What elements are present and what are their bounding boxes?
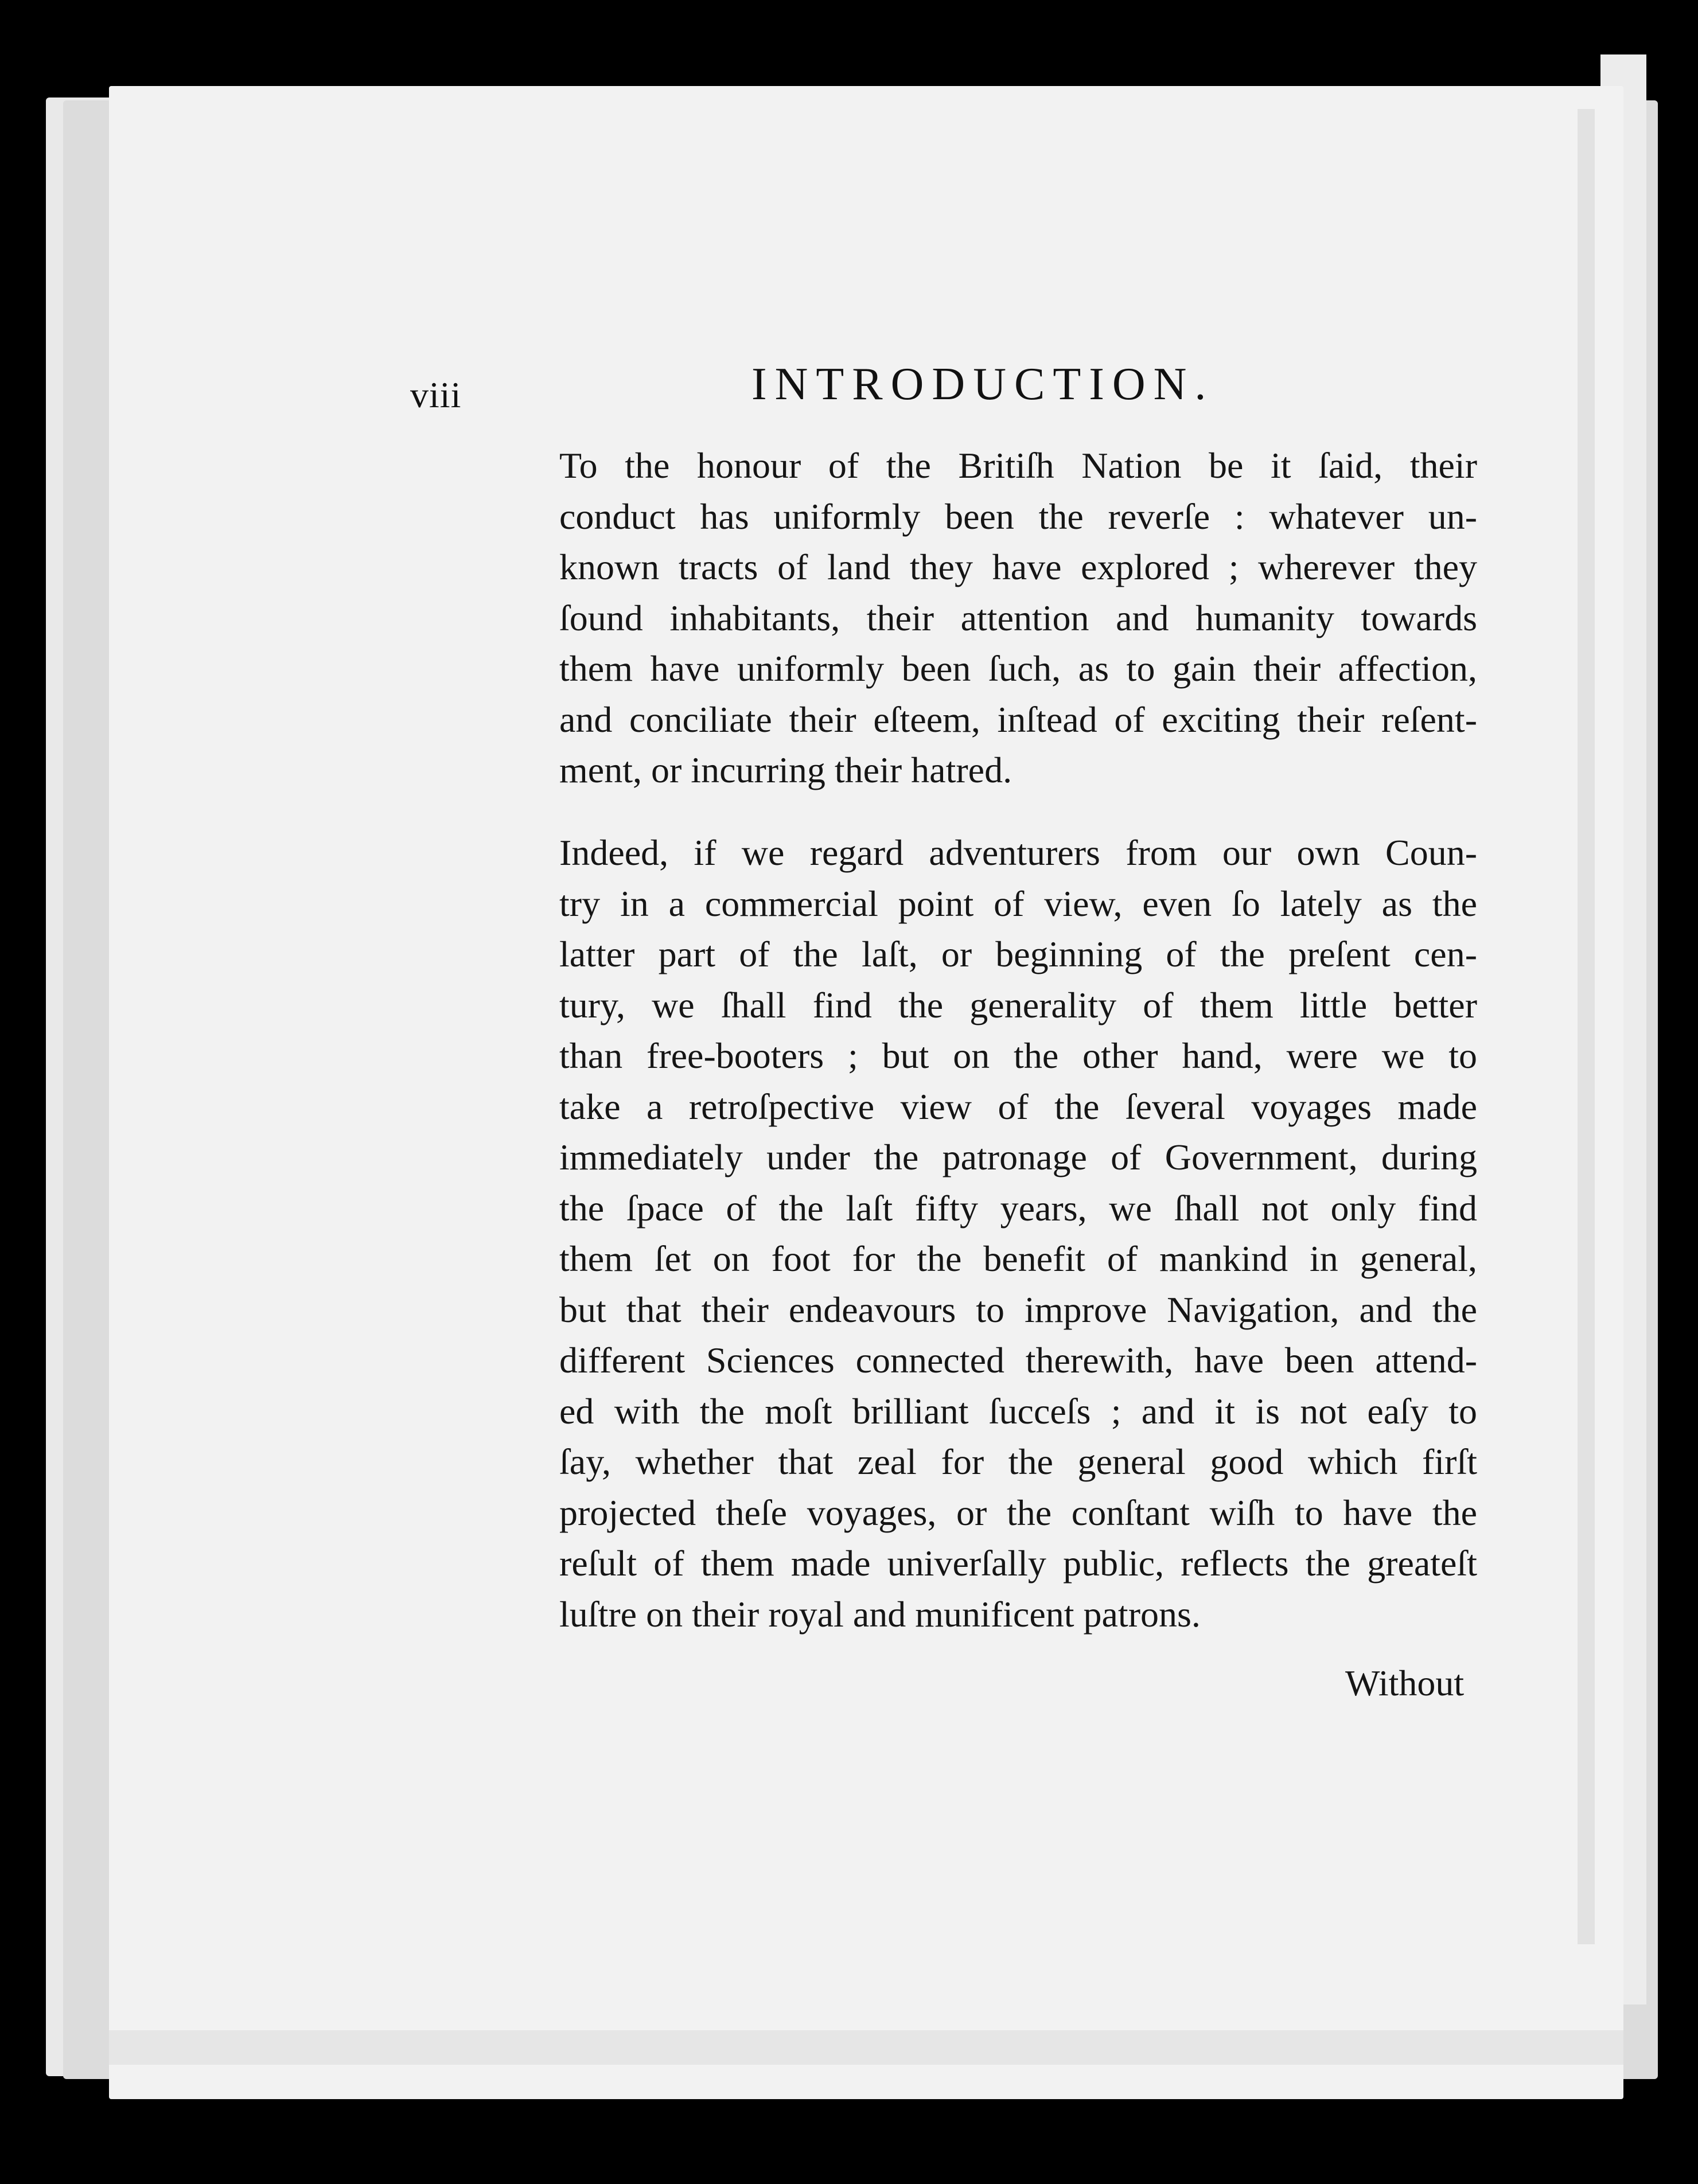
- text-line: luſtre on their royal and munificent patrons.: [559, 1593, 1201, 1635]
- text-line: the ſpace of the laſt fifty years, we ſhall not only find: [559, 1187, 1477, 1228]
- text-line: them ſet on foot for the benefit of mankind in general,: [559, 1238, 1477, 1279]
- text-line: known tracts of land they have explored ; wherever they: [559, 547, 1477, 587]
- text-line: ſound inhabitants, their attention and humanity towards: [559, 597, 1477, 638]
- text-line: projected theſe voyages, or the conſtant wiſh to have the: [559, 1492, 1477, 1533]
- text-line: conduct has uniformly been the reverſe : whatever un-: [559, 496, 1477, 537]
- right-page-shadow: [1578, 109, 1595, 1944]
- catchword: Without: [1345, 1663, 1465, 1703]
- text-line: try in a commercial point of view, even ſo lately as the: [559, 883, 1477, 924]
- text-line: but that their endeavours to improve Navigation, and the: [559, 1289, 1477, 1330]
- paragraph-1: [559, 440, 1477, 796]
- text-line: Indeed, if we regard adventurers from our own Coun-: [559, 832, 1477, 873]
- bottom-page-edges: [109, 2030, 1623, 2065]
- text-line: and conciliate their eſteem, inſtead of exciting their reſent-: [559, 699, 1477, 740]
- text-line: reſult of them made univerſally public, reflects the greateſt: [559, 1543, 1477, 1584]
- running-head: INTRODUCTION.: [751, 359, 1214, 410]
- text-line: take a retroſpective view of the ſeveral voyages made: [559, 1086, 1477, 1127]
- text-line: them have uniformly been ſuch, as to gain their affection,: [559, 648, 1477, 689]
- text-line: ſay, whether that zeal for the general good which firſt: [559, 1441, 1477, 1482]
- text-line: To the honour of the Britiſh Nation be it ſaid, their: [559, 445, 1477, 486]
- text-line: ed with the moſt brilliant ſucceſs ; and it is not eaſy to: [559, 1390, 1477, 1432]
- paragraph-2: [559, 828, 1477, 1640]
- text-line: ment, or incurring their hatred.: [559, 750, 1012, 790]
- text-line: latter part of the laſt, or beginning of the preſent cen-: [559, 934, 1477, 974]
- text-line: immediately under the patronage of Government, during: [559, 1137, 1477, 1177]
- text-line: tury, we ſhall find the generality of them little better: [559, 984, 1477, 1025]
- text-line: than free-booters ; but on the other hand, were we to: [559, 1035, 1477, 1076]
- text-line: different Sciences connected therewith, have been attend-: [559, 1340, 1477, 1380]
- page-number: viii: [410, 375, 462, 415]
